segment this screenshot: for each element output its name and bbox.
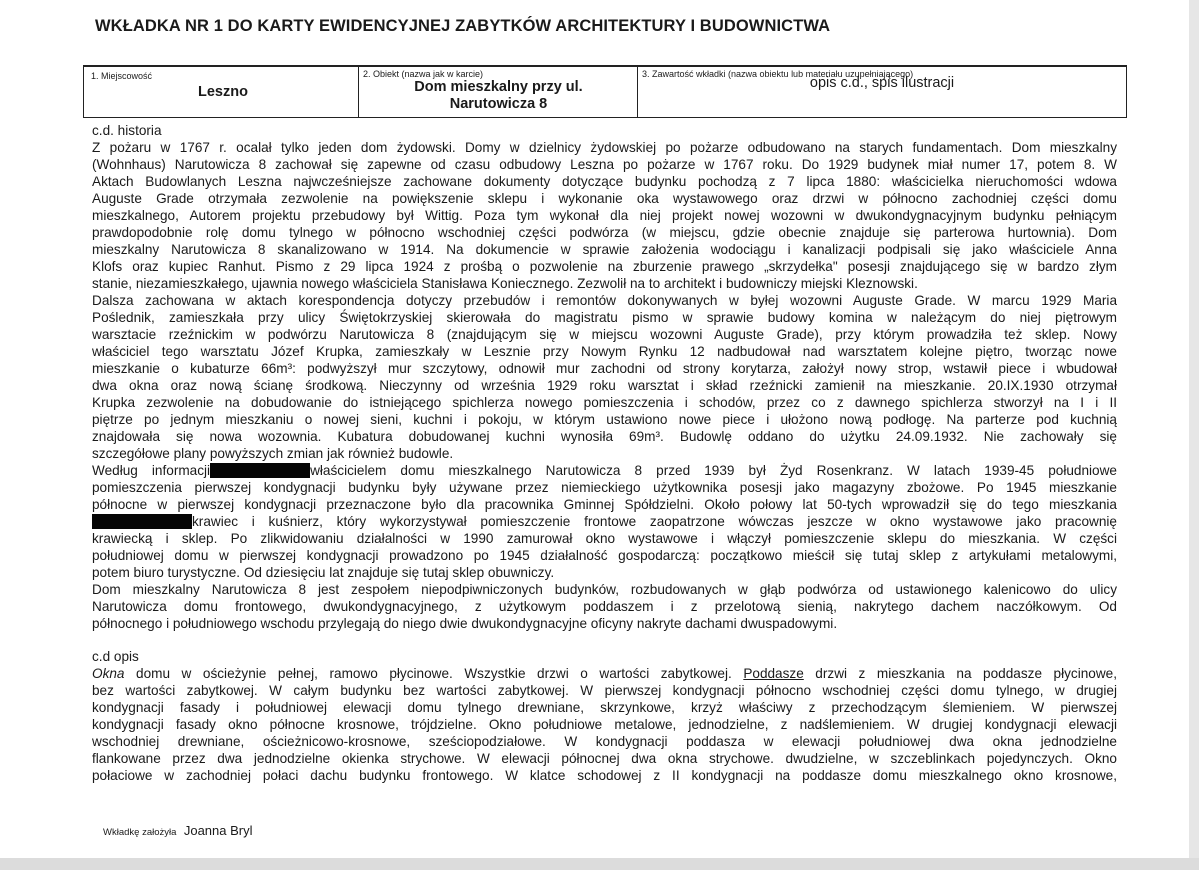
historia-line: warsztacie rzeźnickim w podwórzu Narutowicza 8 (znajdującym się w miejscu wozowni Auguste Grade), przy którym prowadziła też sklep. Nowy [92, 327, 1117, 342]
historia-line: Krupka zezwolenie na dobudowanie do istniejącego spichlerza nowego pomieszczenia i schodów, przez co z dawnego spichlerza stworzył na I i II [92, 395, 1117, 410]
historia-line: Z pożaru w 1767 r. ocalał tylko jeden dom żydowski. Domy w dzielnicy żydowskiej po pożarze odbudowano na starych fundamentach. Dom mieszkalny [92, 140, 1117, 155]
historia-line: Klofs oraz kupiec Ranhut. Pismo z 29 lipca 1924 z prośbą o pozwolenie na zburzenie prawego „skrzydełka" posesji znajdującego się w bardzo złym [92, 259, 1117, 274]
historia-paragraph-continued [92, 530, 1117, 632]
body-text [92, 122, 1117, 784]
historia-line: Aktach Budowlanych Leszna najwcześniejsze zachowane dokumenty dotyczące budynku pochodzą z 7 lipca 1880: właścicielka nieruchomości wdowa [92, 174, 1117, 189]
historia-line: Dalsza zachowana w aktach korespondencja dotyczy przebudów i remontów dokonywanych w byłej wozowni Auguste Grade. W marcu 1929 Maria [92, 293, 1117, 308]
opis-line: połaciowe w zachodniej połaci dachu budynku frontowego. W klatce schodowej z II kondygnacji na poddasze domu mieszkalnego okno krosnowe, [92, 768, 1117, 783]
historia-line: piętrze po jednym mieszkaniu o nowej sieni, kuchni i pokoju, w którym ustawiono nowe piece i ułożono nową podłogę. Na parterze pod kuchnią [92, 412, 1117, 427]
historia-paragraph [92, 139, 1117, 462]
opis-italic-term: Okna [92, 666, 125, 681]
historia-line: Narutowicza domu frontowego, dwukondygnacyjnego, z użytkowym poddaszem i z przelotową sienią, nakrytego dachem naczółkowym. Od [92, 599, 1117, 614]
historia-line: znajdowała się nowa wozownia. Kubatura dobudowanej kuchni wynosiła 69m³. Budowlę oddano do użytku 24.09.1932. Nie zachowały się [92, 429, 1117, 444]
opis-text: drzwi z mieszkania na poddasze płycinowe, [803, 666, 1117, 681]
historia-line: pomieszczenia pierwszej kondygnacji budynku były używane przez niemieckiego użytkownika posesji jako magazyny zbożowe. Po 1945 mieszkanie [92, 480, 1117, 495]
opis-line: kondygnacji fasady i południowej elewacji domu tylnego drewniane, skrzynkowe, krzyż właściwy z przechodzącym ślemieniem. W pierwszej [92, 700, 1117, 715]
historia-line: północne w pierwszej kondygnacji przeznaczone było dla pracownika Gminnej Spółdzielni. Około połowy lat 50-tych wprowadził się do tego mieszkania [92, 497, 1117, 512]
header-table [83, 65, 1127, 118]
author-label: Wkładkę założyła [103, 827, 177, 838]
historia-text: Według informacji [92, 463, 211, 478]
object-caption: 2. Obiekt (nazwa jak w karcie) [363, 69, 484, 79]
redaction-box [92, 514, 192, 529]
historia-line-informant [92, 462, 1117, 479]
historia-line: mieszkalnego, Autorem projektu przebudowy był Wittig. Poza tym wykonał dla niej projekt nowej wozowni w dwukondygnacyjnym budynku pełniącym [92, 208, 1117, 223]
historia-line: prawdopodobnie rolę domu tylnego w północno wschodniej części podwórza (w miejscu, gdzie obecnie znajduje się parterowa hurtownia). Dom [92, 225, 1117, 240]
historia-line: północnego i południowego wschodu przylegają do niego dwie dwukondygnacyjne oficyny nakryte dachami dwuspadowymi. [92, 616, 838, 631]
header-cell-contents [637, 67, 1126, 117]
redaction-box [210, 463, 310, 478]
historia-heading: c.d. historia [92, 123, 162, 138]
historia-line-tailor [92, 513, 1117, 530]
historia-line: mieszkalny Narutowicza 8 skanalizowano w 1914. Na dokumencie w sprawie założenia wodociągu i kanalizacji podpisali się jako właściciele Anna [92, 242, 1117, 257]
opis-line: bez wartości zabytkowej. W całym budynku bez wartości zabytkowej. W pierwszej kondygnacji północno wschodniej części domu tylnego, w drugiej [92, 683, 1117, 698]
historia-line: właściciel tego warsztatu Józef Krupka, zamieszkały w Lesznie przy Nowym Rynku 12 nadbudował nad warsztatem kolejne piętro, tworząc nowe [92, 344, 1117, 359]
historia-line: (Wohnhaus) Narutowicza 8 zachował się zapewne od czasu odbudowy Leszna po pożarze w 1767 roku. Do 1929 budynek miał numer 17, potem 8. W [92, 157, 1117, 172]
historia-line: dwa okna oraz nową ścianę środkową. Nieczynny od września 1929 roku warsztat i skład rzeźnicki zamienił na mieszkanie. 20.IX.1930 otrzymał [92, 378, 1117, 393]
opis-line: wschodniej drewniane, ościeżnicowo-krosnowe, sześciopodziałowe. W kondygnacji poddasza w elewacji południowej dwa okna jednodzielne [92, 734, 1117, 749]
historia-text: właścicielem domu mieszkalnego Narutowicza 8 przed 1939 był Żyd Rosenkranz. W latach 1939-45 południowe [310, 463, 1117, 478]
historia-line: krawiecką i sklep. Po zlikwidowaniu działalności w 1990 zamurował okno wystawowe i włączył pomieszczenie sklepu do mieszkania. W części [92, 531, 1117, 546]
scan-edge-bottom [0, 858, 1199, 870]
opis-underlined-term: Poddasze [743, 666, 804, 681]
opis-line: flankowane przez dwa jednodzielne okienka strychowe. W elewacji północnej dwa okna strychowe. dwudzielne, w szczeblinkach pojedynczych. Okno [92, 751, 1117, 766]
contents-caption: 3. Zawartość wkładki (nazwa obiektu lub materiału uzupełniającego) [642, 69, 914, 79]
locality-value: Leszno [198, 84, 248, 100]
opis-heading: c.d opis [92, 649, 139, 664]
historia-line: szczegółowe plany powyższych zmian jak również budowle. [92, 446, 454, 461]
historia-line: południowej domu w pierwszej kondygnacji prowadzono po 1945 działalność gospodarczą: początkowo mieścił się tutaj sklep z artykułami metalowymi, [92, 548, 1117, 563]
historia-line: stanie, niezamieszkałego, ujawnia nowego właściciela Stanisława Koniecznego. Zezwolił na to architekt i budowniczy miejski Kleznowski. [92, 276, 918, 291]
contents-value: opis c.d., spis ilustracji [809, 75, 955, 91]
opis-line: kondygnacji fasady okno północne krosnowe, trójdzielne. Okno południowe metalowe, jednodzielne, z nadślemieniem. W drugiej kondygnacji elewacji [92, 717, 1117, 732]
historia-text: krawiec i kuśnierz, który wykorzystywał pomieszczenie frontowe zaopatrzone wówczas jeszcze w okno wystawowe jako pracownię [192, 514, 1117, 529]
opis-text: domu w ościeżynie pełnej, ramowo płycinowe. Wszystkie drzwi o wartości zabytkowej. [124, 666, 744, 681]
locality-caption: 1. Miejscowość [91, 71, 153, 81]
footer-author [103, 822, 253, 840]
object-value-line1: Dom mieszkalny przy ul. [414, 79, 583, 95]
author-name: Joanna Bryl [183, 823, 253, 838]
scan-edge-right [1189, 0, 1199, 870]
object-value [359, 79, 638, 113]
object-value-line2: Narutowicza 8 [449, 96, 548, 112]
header-cell-object [358, 67, 638, 117]
historia-line: potem biuro turystyczne. Od dziesięciu lat znajduje się tutaj sklep obuwniczy. [92, 565, 555, 580]
historia-line: Poślednik, zamieszkała przy ulicy Świętokrzyskiej skierowała do magistratu pismo w sprawie budowy komina w należącym do niej piętrowym [92, 310, 1117, 325]
opis-paragraph [92, 682, 1117, 784]
header-cell-locality [84, 67, 358, 117]
opis-line-first [92, 665, 1117, 682]
historia-line: mieszkanie o kubaturze 66m³: podwyższył mur szczytowy, odnowił mur zachodni od strony korytarza, założył nowy strop, wstawił piece i wbudował [92, 361, 1117, 376]
historia-line: Auguste Grade otrzymała zezwolenie na powiększenie sklepu i wykonanie oka wystawowego oraz drzwi w północno zachodniej części domu [92, 191, 1117, 206]
historia-line: Dom mieszkalny Narutowicza 8 jest zespołem niepodpiwniczonych budynków, rozbudowanych w głąb podwórza od ustawionego kalenicowo do ulicy [92, 582, 1117, 597]
document-title: WKŁADKA NR 1 DO KARTY EWIDENCYJNEJ ZABYTKÓW ARCHITEKTURY I BUDOWNICTWA [95, 17, 831, 35]
